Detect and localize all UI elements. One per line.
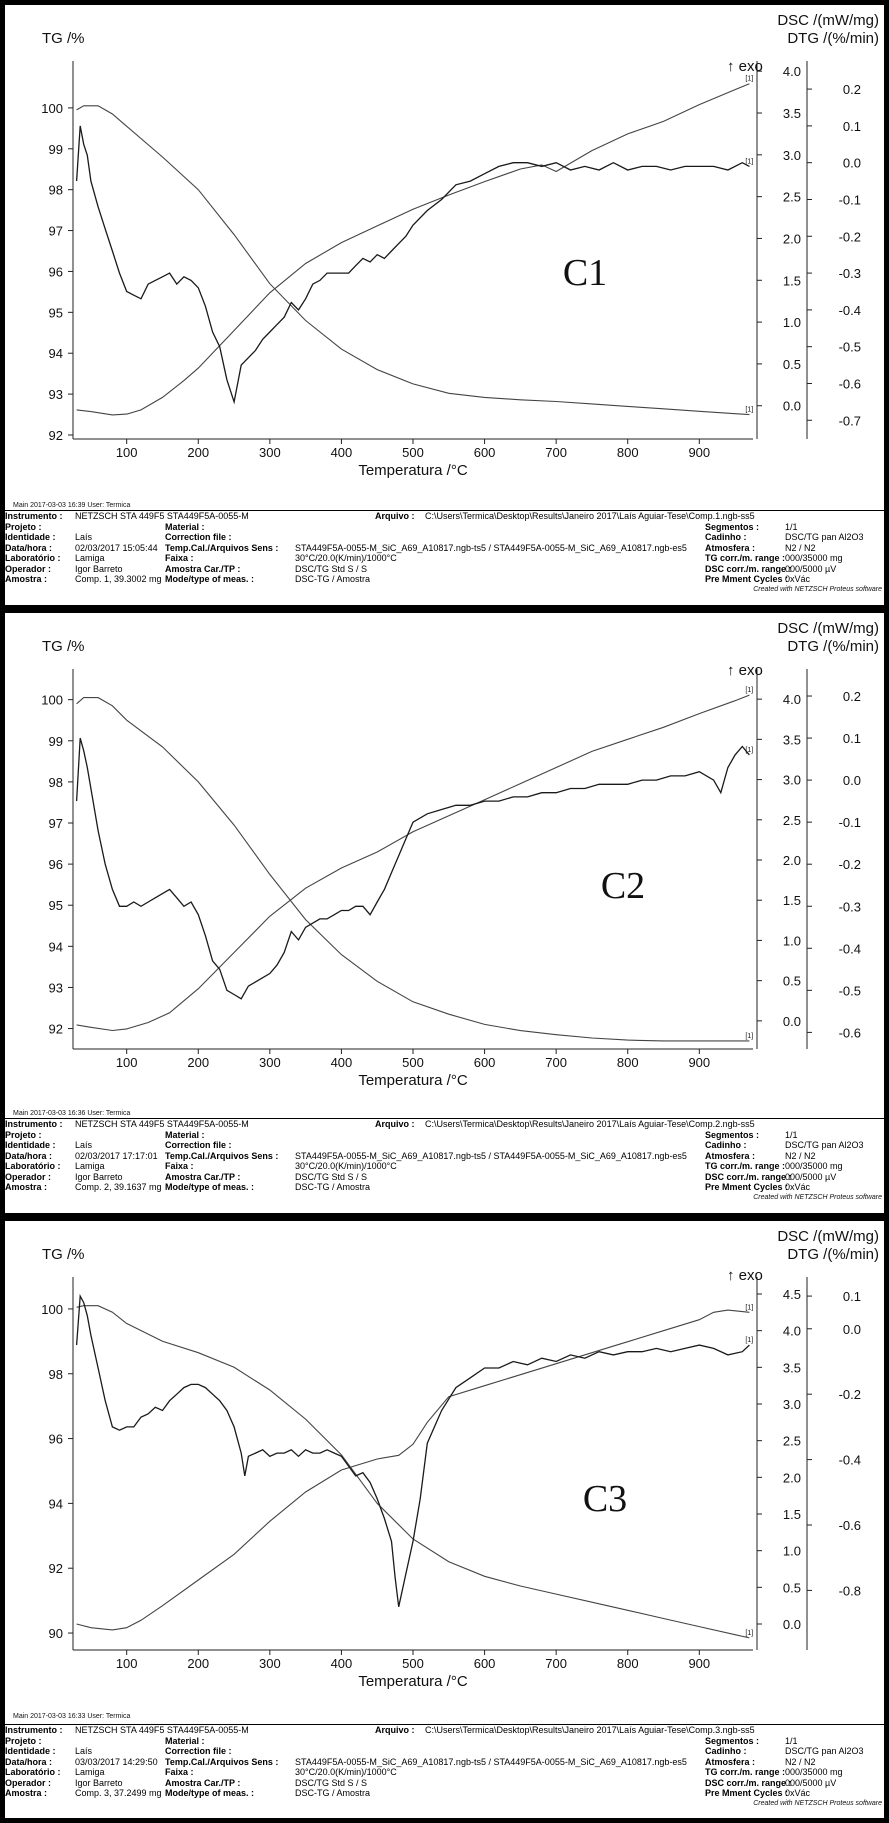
x-tick-label: 100 xyxy=(115,1656,138,1671)
dsc-curve xyxy=(77,1310,750,1630)
x-tick-label: 500 xyxy=(402,445,424,460)
info-value-faixa: 30°C/20.0(K/min)/1000°C xyxy=(295,1767,397,1777)
info-key-laboratorio: Laboratório : xyxy=(5,553,61,563)
dtg-tick-label: 0.0 xyxy=(842,155,861,171)
dtg-tick-label: -0.2 xyxy=(838,229,861,245)
dtg-tick-label: 0.0 xyxy=(842,1321,861,1337)
info-key-correction: Correction file : xyxy=(165,532,232,542)
tg-tick-label: 92 xyxy=(48,428,63,443)
info-value-amostra: Comp. 2, 39.1637 mg xyxy=(75,1182,162,1192)
main-stamp: Main 2017-03-03 16:33 User: Termica xyxy=(13,1713,131,1720)
info-key-material: Material : xyxy=(165,521,205,532)
tg-tick-label: 100 xyxy=(41,1301,63,1317)
tg-tick-label: 97 xyxy=(48,223,63,239)
info-row xyxy=(5,511,884,522)
info-key-mode: Mode/type of meas. : xyxy=(165,574,255,584)
info-value-dsccorr: 000/5000 µV xyxy=(785,563,837,574)
x-tick-label: 100 xyxy=(115,445,138,460)
dtg-axis-title: DTG /(%/min) xyxy=(787,1246,879,1263)
info-value-premment: 0xVác xyxy=(785,1182,811,1192)
dtg-tick-label: -0.6 xyxy=(838,1518,861,1533)
created-with-note: Created with NETZSCH Proteus software xyxy=(753,586,882,593)
dsc-tick-label: 3.0 xyxy=(782,147,801,163)
info-value-mode: DSC-TG / Amostra xyxy=(295,1788,371,1798)
info-row xyxy=(5,532,884,543)
info-row xyxy=(5,564,884,575)
tg-tick-label: 96 xyxy=(48,1431,63,1447)
dtg-tick-label: 0.1 xyxy=(842,118,861,134)
info-value-operador: Igor Barreto xyxy=(75,1777,123,1788)
x-tick-label: 200 xyxy=(187,1656,210,1671)
info-row xyxy=(5,1778,884,1789)
info-key-instrumento: Instrumento : xyxy=(5,511,63,521)
main-stamp: Main 2017-03-03 16:39 User: Termica xyxy=(13,502,131,509)
tg-tick-label: 95 xyxy=(48,305,63,321)
dtg-tick-label: 0.2 xyxy=(842,689,861,705)
dsc-tick-label: 3.0 xyxy=(782,1397,801,1412)
info-key-data: Data/hora : xyxy=(5,1756,53,1767)
info-value-faixa: 30°C/20.0(K/min)/1000°C xyxy=(295,553,397,563)
x-tick-label: 300 xyxy=(258,445,281,460)
info-value-laboratorio: Lamiga xyxy=(75,1767,105,1777)
info-row xyxy=(5,543,884,554)
tg-axis-title: TG /% xyxy=(42,1246,85,1263)
created-with-note: Created with NETZSCH Proteus software xyxy=(753,1194,882,1201)
chart-svg-c1 xyxy=(5,5,884,515)
info-value-cadinho: DSC/TG pan Al2O3 xyxy=(785,532,864,542)
info-row xyxy=(5,1757,884,1768)
info-key-amostra: Amostra : xyxy=(5,1182,48,1192)
info-key-tempcal: Temp.Cal./Arquivos Sens : xyxy=(165,1756,279,1767)
tg-tick-label: 98 xyxy=(48,774,63,790)
x-tick-label: 800 xyxy=(616,1055,639,1070)
thermal-panel-c1 xyxy=(5,5,884,605)
dtg-tick-label: -0.2 xyxy=(838,1387,861,1403)
info-key-instrumento: Instrumento : xyxy=(5,1119,63,1129)
dtg-tick-label: -0.1 xyxy=(838,192,861,208)
info-key-amostra: Amostra : xyxy=(5,1788,48,1798)
info-key-tgcorr: TG corr./m. range : xyxy=(705,553,786,563)
info-value-dsccorr: 000/5000 µV xyxy=(785,1777,837,1788)
info-value-laboratorio: Lamiga xyxy=(75,553,105,563)
info-key-identidade: Identidade : xyxy=(5,532,56,542)
info-key-material: Material : xyxy=(165,1129,205,1140)
dtg-tick-label: -0.6 xyxy=(838,1025,861,1041)
dsc-axis-title: DSC /(mW/mg) xyxy=(777,1228,879,1245)
dtg-curve xyxy=(77,1296,750,1607)
info-key-amostracar: Amostra Car./TP : xyxy=(165,563,241,574)
info-key-amostracar: Amostra Car./TP : xyxy=(165,1171,241,1182)
tg-curve-tag: [1] xyxy=(745,1629,754,1637)
dsc-tick-label: 0.5 xyxy=(782,973,801,989)
x-tick-label: 900 xyxy=(688,1055,711,1070)
dtg-tick-label: -0.7 xyxy=(838,413,861,429)
info-key-arquivo: Arquivo : xyxy=(375,511,415,521)
x-axis-label: Temperatura /°C xyxy=(358,462,468,479)
info-key-material: Material : xyxy=(165,1735,205,1746)
info-value-segmentos: 1/1 xyxy=(785,1129,798,1140)
x-tick-label: 600 xyxy=(473,1055,496,1070)
tg-tick-label: 96 xyxy=(48,857,63,873)
dtg-curve-tag: [1] xyxy=(745,1337,754,1345)
info-value-instrumento: NETZSCH STA 449F5 STA449F5A-0055-M xyxy=(75,511,249,521)
dtg-tick-label: -0.3 xyxy=(838,899,861,915)
info-value-premment: 0xVác xyxy=(785,1788,811,1798)
info-value-laboratorio: Lamiga xyxy=(75,1161,105,1171)
tg-tick-label: 97 xyxy=(48,816,63,831)
info-value-operador: Igor Barreto xyxy=(75,563,123,574)
info-key-operador: Operador : xyxy=(5,1777,52,1788)
dsc-tick-label: 4.0 xyxy=(782,1323,801,1339)
tg-tick-label: 94 xyxy=(48,1496,63,1512)
info-key-correction: Correction file : xyxy=(165,1140,232,1150)
chart-svg-c2 xyxy=(5,613,884,1123)
x-tick-label: 200 xyxy=(187,1055,210,1070)
tg-tick-label: 99 xyxy=(48,141,63,157)
info-row xyxy=(5,1767,884,1778)
panel-label: C1 xyxy=(562,252,608,294)
x-tick-label: 600 xyxy=(473,445,496,460)
info-key-arquivo: Arquivo : xyxy=(375,1725,415,1735)
tg-curve xyxy=(77,698,750,1041)
x-tick-label: 800 xyxy=(616,445,639,460)
x-tick-label: 700 xyxy=(545,1656,568,1671)
info-key-amostra: Amostra : xyxy=(5,574,48,584)
x-tick-label: 400 xyxy=(330,1656,353,1671)
info-key-faixa: Faixa : xyxy=(165,553,194,563)
tg-curve xyxy=(77,106,750,415)
dsc-tick-label: 1.5 xyxy=(782,893,801,909)
tg-tick-label: 92 xyxy=(48,1561,63,1577)
info-value-amostracar: DSC/TG Std S / S xyxy=(295,563,368,574)
info-key-atmosfera: Atmosfera : xyxy=(705,1756,756,1767)
tg-tick-label: 100 xyxy=(41,100,63,116)
x-tick-label: 200 xyxy=(187,445,210,460)
tg-tick-label: 98 xyxy=(48,182,63,198)
info-key-operador: Operador : xyxy=(5,563,52,574)
info-value-tgcorr: 000/35000 mg xyxy=(785,1767,843,1777)
info-key-segmentos: Segmentos : xyxy=(705,1735,760,1746)
dsc-tick-label: 0.0 xyxy=(782,1013,801,1029)
info-value-identidade: Laís xyxy=(75,1746,93,1756)
info-key-correction: Correction file : xyxy=(165,1746,232,1756)
info-table-c2 xyxy=(5,1118,884,1201)
dtg-tick-label: -0.1 xyxy=(838,815,861,831)
dsc-tick-label: 0.5 xyxy=(782,1580,801,1596)
info-row xyxy=(5,522,884,533)
tg-tick-label: 100 xyxy=(41,692,63,708)
info-key-dsccorr: DSC corr./m. range : xyxy=(705,563,792,574)
info-row xyxy=(5,1736,884,1747)
x-tick-label: 500 xyxy=(402,1055,424,1070)
dsc-tick-label: 0.0 xyxy=(782,398,801,414)
info-value-premment: 0xVác xyxy=(785,574,811,584)
info-key-premment: Pre Mment Cycles : xyxy=(705,1182,789,1192)
info-value-dsccorr: 000/5000 µV xyxy=(785,1171,837,1182)
info-key-laboratorio: Laboratório : xyxy=(5,1161,61,1171)
info-key-cadinho: Cadinho : xyxy=(705,532,747,542)
dsc-tick-label: 1.5 xyxy=(782,273,801,289)
info-row xyxy=(5,1140,884,1151)
info-row xyxy=(5,1161,884,1172)
tg-curve-tag: [1] xyxy=(745,1032,754,1040)
info-value-arquivo: C:\Users\Termica\Desktop\Results\Janeiro 2017\Laís Aguiar-Tese\Comp.1.ngb-ss5 xyxy=(425,511,755,521)
info-key-operador: Operador : xyxy=(5,1171,52,1182)
tg-axis-title: TG /% xyxy=(42,30,85,47)
tg-tick-label: 93 xyxy=(48,980,63,996)
info-row xyxy=(5,1182,884,1193)
tg-tick-label: 99 xyxy=(48,733,63,749)
info-key-identidade: Identidade : xyxy=(5,1140,56,1150)
info-key-dsccorr: DSC corr./m. range : xyxy=(705,1171,792,1182)
dtg-curve-tag: [1] xyxy=(745,746,754,754)
info-key-tgcorr: TG corr./m. range : xyxy=(705,1161,786,1171)
info-table-c1 xyxy=(5,510,884,593)
dsc-curve xyxy=(77,695,750,1030)
dsc-curve-tag: [1] xyxy=(745,75,754,83)
info-value-atmosfera: N2 / N2 xyxy=(785,542,816,553)
info-key-amostracar: Amostra Car./TP : xyxy=(165,1777,241,1788)
info-value-faixa: 30°C/20.0(K/min)/1000°C xyxy=(295,1161,397,1171)
info-key-faixa: Faixa : xyxy=(165,1767,194,1777)
info-value-instrumento: NETZSCH STA 449F5 STA449F5A-0055-M xyxy=(75,1119,249,1129)
info-row xyxy=(5,1746,884,1757)
info-value-amostracar: DSC/TG Std S / S xyxy=(295,1777,368,1788)
dtg-tick-label: -0.8 xyxy=(838,1583,861,1599)
created-with-note: Created with NETZSCH Proteus software xyxy=(753,1800,882,1807)
info-row xyxy=(5,1172,884,1183)
info-value-segmentos: 1/1 xyxy=(785,1735,798,1746)
dsc-tick-label: 1.0 xyxy=(782,933,801,949)
dtg-tick-label: 0.2 xyxy=(842,82,861,98)
dtg-tick-label: 0.1 xyxy=(842,1289,861,1305)
info-key-premment: Pre Mment Cycles : xyxy=(705,1788,789,1798)
dsc-tick-label: 1.0 xyxy=(782,315,801,331)
dsc-tick-label: 1.5 xyxy=(782,1507,801,1522)
tg-tick-label: 98 xyxy=(48,1366,63,1382)
info-key-faixa: Faixa : xyxy=(165,1161,194,1171)
info-value-identidade: Laís xyxy=(75,1140,93,1150)
exo-indicator: ↑ exo xyxy=(727,58,763,75)
info-value-cadinho: DSC/TG pan Al2O3 xyxy=(785,1746,864,1756)
info-key-dsccorr: DSC corr./m. range : xyxy=(705,1777,792,1788)
info-key-cadinho: Cadinho : xyxy=(705,1140,747,1150)
info-key-segmentos: Segmentos : xyxy=(705,1129,760,1140)
info-key-mode: Mode/type of meas. : xyxy=(165,1788,255,1798)
x-tick-label: 500 xyxy=(402,1656,424,1671)
dsc-tick-label: 3.5 xyxy=(782,1360,801,1376)
info-key-laboratorio: Laboratório : xyxy=(5,1767,61,1777)
info-table-c3 xyxy=(5,1724,884,1807)
dsc-curve-tag: [1] xyxy=(745,687,754,695)
tg-tick-label: 90 xyxy=(48,1626,63,1642)
info-value-tempcal: STA449F5A-0055-M_SiC_A69_A10817.ngb-ts5 / STA449F5A-0055-M_SiC_A69_A10817.ngb-es5 xyxy=(295,1756,687,1767)
x-tick-label: 900 xyxy=(688,445,711,460)
thermal-panel-c2 xyxy=(5,613,884,1213)
x-tick-label: 100 xyxy=(115,1055,138,1070)
tg-tick-label: 94 xyxy=(48,939,63,955)
info-key-cadinho: Cadinho : xyxy=(705,1746,747,1756)
info-value-amostracar: DSC/TG Std S / S xyxy=(295,1171,368,1182)
dsc-curve-tag: [1] xyxy=(745,1304,754,1312)
x-axis-label: Temperatura /°C xyxy=(358,1673,468,1690)
info-key-atmosfera: Atmosfera : xyxy=(705,542,756,553)
dtg-tick-label: 0.0 xyxy=(842,773,861,789)
dtg-tick-label: 0.1 xyxy=(842,731,861,747)
tg-axis-title: TG /% xyxy=(42,638,85,655)
exo-indicator: ↑ exo xyxy=(727,662,763,679)
info-value-tempcal: STA449F5A-0055-M_SiC_A69_A10817.ngb-ts5 / STA449F5A-0055-M_SiC_A69_A10817.ngb-es5 xyxy=(295,542,687,553)
x-tick-label: 400 xyxy=(330,445,353,460)
tg-curve xyxy=(77,1306,750,1638)
dtg-tick-label: -0.4 xyxy=(838,302,861,318)
info-key-tempcal: Temp.Cal./Arquivos Sens : xyxy=(165,542,279,553)
dsc-tick-label: 3.0 xyxy=(782,772,801,788)
info-row xyxy=(5,1119,884,1130)
info-key-arquivo: Arquivo : xyxy=(375,1119,415,1129)
info-key-identidade: Identidade : xyxy=(5,1746,56,1756)
dtg-tick-label: -0.6 xyxy=(838,376,861,392)
dsc-tick-label: 2.0 xyxy=(782,1470,801,1486)
dsc-tick-label: 0.0 xyxy=(782,1617,801,1632)
info-value-data: 03/03/2017 14:29:50 xyxy=(75,1756,158,1767)
dsc-curve xyxy=(77,84,750,415)
info-key-atmosfera: Atmosfera : xyxy=(705,1150,756,1161)
tg-curve-tag: [1] xyxy=(745,406,754,414)
info-key-data: Data/hora : xyxy=(5,542,53,553)
tg-tick-label: 92 xyxy=(48,1021,63,1037)
info-value-mode: DSC-TG / Amostra xyxy=(295,1182,371,1192)
info-value-operador: Igor Barreto xyxy=(75,1171,123,1182)
info-value-mode: DSC-TG / Amostra xyxy=(295,574,371,584)
info-row xyxy=(5,553,884,564)
dsc-tick-label: 2.0 xyxy=(782,231,801,247)
x-tick-label: 600 xyxy=(473,1656,496,1671)
x-tick-label: 300 xyxy=(258,1656,281,1671)
info-row xyxy=(5,574,884,585)
dtg-tick-label: -0.2 xyxy=(838,857,861,873)
dsc-axis-title: DSC /(mW/mg) xyxy=(777,620,879,637)
info-value-atmosfera: N2 / N2 xyxy=(785,1756,816,1767)
dsc-tick-label: 3.5 xyxy=(782,732,801,748)
info-value-arquivo: C:\Users\Termica\Desktop\Results\Janeiro 2017\Laís Aguiar-Tese\Comp.2.ngb-ss5 xyxy=(425,1119,755,1129)
dtg-tick-label: -0.4 xyxy=(838,1452,861,1468)
dsc-tick-label: 2.5 xyxy=(782,189,801,205)
dsc-tick-label: 4.0 xyxy=(782,64,801,80)
info-row xyxy=(5,1725,884,1736)
info-key-instrumento: Instrumento : xyxy=(5,1725,63,1735)
thermal-panel-c3 xyxy=(5,1221,884,1818)
dtg-curve xyxy=(77,738,750,999)
info-value-tgcorr: 000/35000 mg xyxy=(785,553,843,563)
info-value-segmentos: 1/1 xyxy=(785,521,798,532)
info-key-mode: Mode/type of meas. : xyxy=(165,1182,255,1192)
dsc-tick-label: 3.5 xyxy=(782,106,801,121)
info-value-cadinho: DSC/TG pan Al2O3 xyxy=(785,1140,864,1150)
info-value-data: 02/03/2017 17:17:01 xyxy=(75,1150,158,1161)
info-value-atmosfera: N2 / N2 xyxy=(785,1150,816,1161)
tg-tick-label: 93 xyxy=(48,387,63,403)
x-axis-label: Temperatura /°C xyxy=(358,1072,468,1089)
dsc-tick-label: 0.5 xyxy=(782,356,801,372)
exo-indicator: ↑ exo xyxy=(727,1267,763,1284)
info-key-projeto: Projeto : xyxy=(5,521,42,532)
info-row xyxy=(5,1151,884,1162)
dtg-axis-title: DTG /(%/min) xyxy=(787,30,879,47)
x-tick-label: 700 xyxy=(545,445,568,460)
info-key-tgcorr: TG corr./m. range : xyxy=(705,1767,786,1777)
main-stamp: Main 2017-03-03 16:36 User: Termica xyxy=(13,1110,131,1117)
info-row xyxy=(5,1130,884,1141)
info-key-premment: Pre Mment Cycles : xyxy=(705,574,789,584)
x-tick-label: 300 xyxy=(258,1055,281,1070)
info-key-projeto: Projeto : xyxy=(5,1735,42,1746)
info-key-projeto: Projeto : xyxy=(5,1129,42,1140)
info-key-data: Data/hora : xyxy=(5,1150,53,1161)
dsc-tick-label: 1.0 xyxy=(782,1543,801,1559)
info-value-arquivo: C:\Users\Termica\Desktop\Results\Janeiro 2017\Laís Aguiar-Tese\Comp.3.ngb-ss5 xyxy=(425,1725,755,1735)
info-key-segmentos: Segmentos : xyxy=(705,521,760,532)
dtg-tick-label: -0.5 xyxy=(838,983,861,999)
x-tick-label: 800 xyxy=(616,1656,639,1671)
info-value-tgcorr: 000/35000 mg xyxy=(785,1161,843,1171)
info-value-amostra: Comp. 1, 39.3002 mg xyxy=(75,574,162,584)
panel-label: C3 xyxy=(582,1478,628,1520)
dtg-tick-label: -0.4 xyxy=(838,941,861,957)
x-tick-label: 700 xyxy=(545,1055,568,1070)
dtg-curve xyxy=(77,126,750,402)
info-value-identidade: Laís xyxy=(75,532,93,542)
info-key-tempcal: Temp.Cal./Arquivos Sens : xyxy=(165,1150,279,1161)
tg-tick-label: 96 xyxy=(48,264,63,280)
dtg-tick-label: -0.3 xyxy=(838,266,861,282)
x-tick-label: 900 xyxy=(688,1656,711,1671)
info-value-data: 02/03/2017 15:05:44 xyxy=(75,542,158,553)
dsc-tick-label: 4.0 xyxy=(782,692,801,708)
dtg-axis-title: DTG /(%/min) xyxy=(787,638,879,655)
dsc-axis-title: DSC /(mW/mg) xyxy=(777,12,879,29)
x-tick-label: 400 xyxy=(330,1055,353,1070)
dsc-tick-label: 2.0 xyxy=(782,853,801,868)
info-value-instrumento: NETZSCH STA 449F5 STA449F5A-0055-M xyxy=(75,1725,249,1735)
dtg-curve-tag: [1] xyxy=(745,158,754,166)
chart-svg-c3 xyxy=(5,1221,884,1726)
info-row xyxy=(5,1788,884,1799)
info-value-amostra: Comp. 3, 37.2499 mg xyxy=(75,1788,162,1798)
info-value-tempcal: STA449F5A-0055-M_SiC_A69_A10817.ngb-ts5 / STA449F5A-0055-M_SiC_A69_A10817.ngb-es5 xyxy=(295,1150,687,1161)
panel-label: C2 xyxy=(600,865,646,907)
tg-tick-label: 94 xyxy=(48,346,63,362)
dsc-tick-label: 4.5 xyxy=(782,1287,801,1302)
dsc-tick-label: 2.5 xyxy=(782,1433,801,1449)
tg-tick-label: 95 xyxy=(48,898,63,914)
dsc-tick-label: 2.5 xyxy=(782,812,801,828)
dtg-tick-label: -0.5 xyxy=(838,339,861,355)
